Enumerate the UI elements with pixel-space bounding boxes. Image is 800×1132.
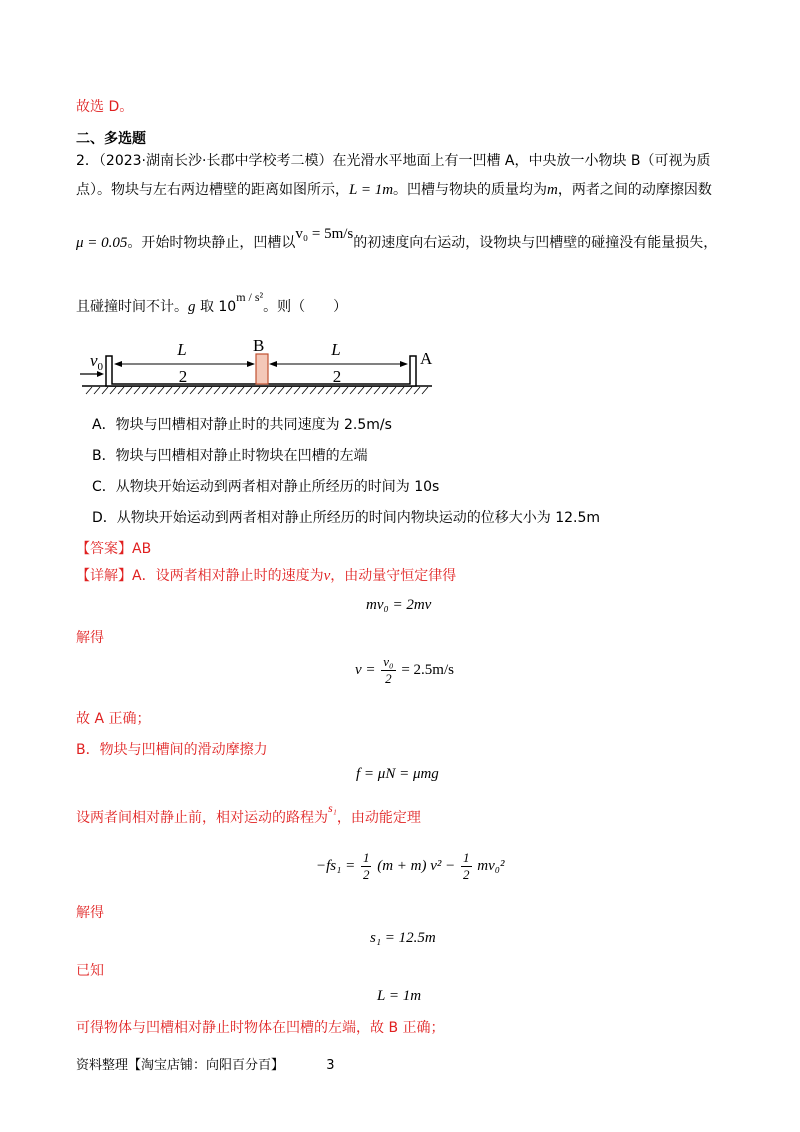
question-line-2: 点）。物块与左右两边槽壁的距离如图所示，L = 1m。凹槽与物块的质量均为m，两者之间的动摩擦因数 (76, 182, 712, 198)
answer: 【答案】AB (76, 541, 152, 557)
solve-label-2: 解得 (76, 905, 104, 921)
block-b (256, 354, 268, 384)
g-unit: m / s² (236, 290, 264, 304)
equation-velocity: v = $\frac{\text{v₀}}{2}$ = 2.5m/s (355, 654, 454, 686)
left-2-label: 2 (178, 367, 188, 386)
option-c: C．从物块开始运动到两者相对静止所经历的时间为 10s (92, 479, 440, 495)
option-b: B．物块与凹槽相对静止时物块在凹槽的左端 (92, 448, 368, 464)
a-correct: 故 A 正确； (76, 711, 151, 727)
equation-s1: s₁ = 12.5m (370, 930, 436, 946)
groove-diagram (78, 336, 438, 402)
b-intro: B．物块与凹槽间的滑动摩擦力 (76, 742, 268, 758)
question-text: 在光滑水平地面上有一凹槽 A，中央放一小物块 B（可视为质 (332, 153, 711, 169)
question-line-3: μ = 0.05。开始时物块静止，凹槽以v₀ = 5m/s的初速度向右运动，设物块与凹槽壁的碰撞没有能量损失， (76, 226, 718, 251)
option-a: A．物块与凹槽相对静止时的共同速度为 2.5m/s (92, 417, 392, 433)
right-distance-arrow-l (269, 361, 277, 367)
question-line-4: 且碰撞时间不计。g 取 10m / s²。则（ ） (76, 290, 348, 315)
footer (76, 1054, 335, 1073)
known-label: 已知 (76, 963, 104, 979)
mu-value: μ = 0.05 (76, 235, 128, 251)
option-d: D．从物块开始运动到两者相对静止所经历的时间内物块运动的位移大小为 12.5m (92, 510, 601, 526)
block-b-label: B (253, 336, 265, 355)
ground-hatch (86, 387, 428, 394)
right-distance-arrow-r (400, 361, 408, 367)
left-L-label: L (177, 340, 187, 359)
section-title: 二、多选题 (76, 131, 146, 147)
length-value: L = 1m (349, 182, 394, 198)
footer-source: 资料整理【淘宝店铺：向阳百分百】 (76, 1058, 285, 1073)
v0-label: $v_0$ (90, 351, 104, 373)
right-L-label: L (331, 340, 341, 359)
s1-intro: 设两者间相对静止前，相对运动的路程为s₁，由动能定理 (76, 801, 421, 826)
equation-length: L = 1m (377, 988, 422, 1004)
equation-friction: f = μN = μmg (356, 766, 439, 782)
v0-value: v₀ = 5m/s (295, 226, 354, 242)
detail-intro: 【详解】A．设两者相对静止时的速度为v，由动量守恒定律得 (76, 568, 457, 584)
left-distance-arrow-l (114, 361, 122, 367)
b-conclusion: 可得物体与凹槽相对静止时物体在凹槽的左端，故 B 正确； (76, 1020, 445, 1036)
right-2-label: 2 (332, 367, 342, 386)
equation-energy: −fs₁ = $\frac{1}{2}$ (m + m) v² − $\frac{1}{2}$ mv₀² (316, 850, 505, 882)
solve-label-1: 解得 (76, 630, 104, 646)
previous-answer: 故选 D。 (76, 99, 134, 115)
question-line-1 (76, 151, 711, 171)
question-number: 2． (76, 153, 99, 169)
groove-a-label: A (420, 349, 433, 368)
page-number: 3 (326, 1058, 335, 1073)
left-distance-arrow-r (247, 361, 255, 367)
equation-momentum: mv₀ = 2mv (366, 597, 432, 613)
question-source: （2023·湖南长沙·长郡中学校考二模） (98, 153, 333, 169)
